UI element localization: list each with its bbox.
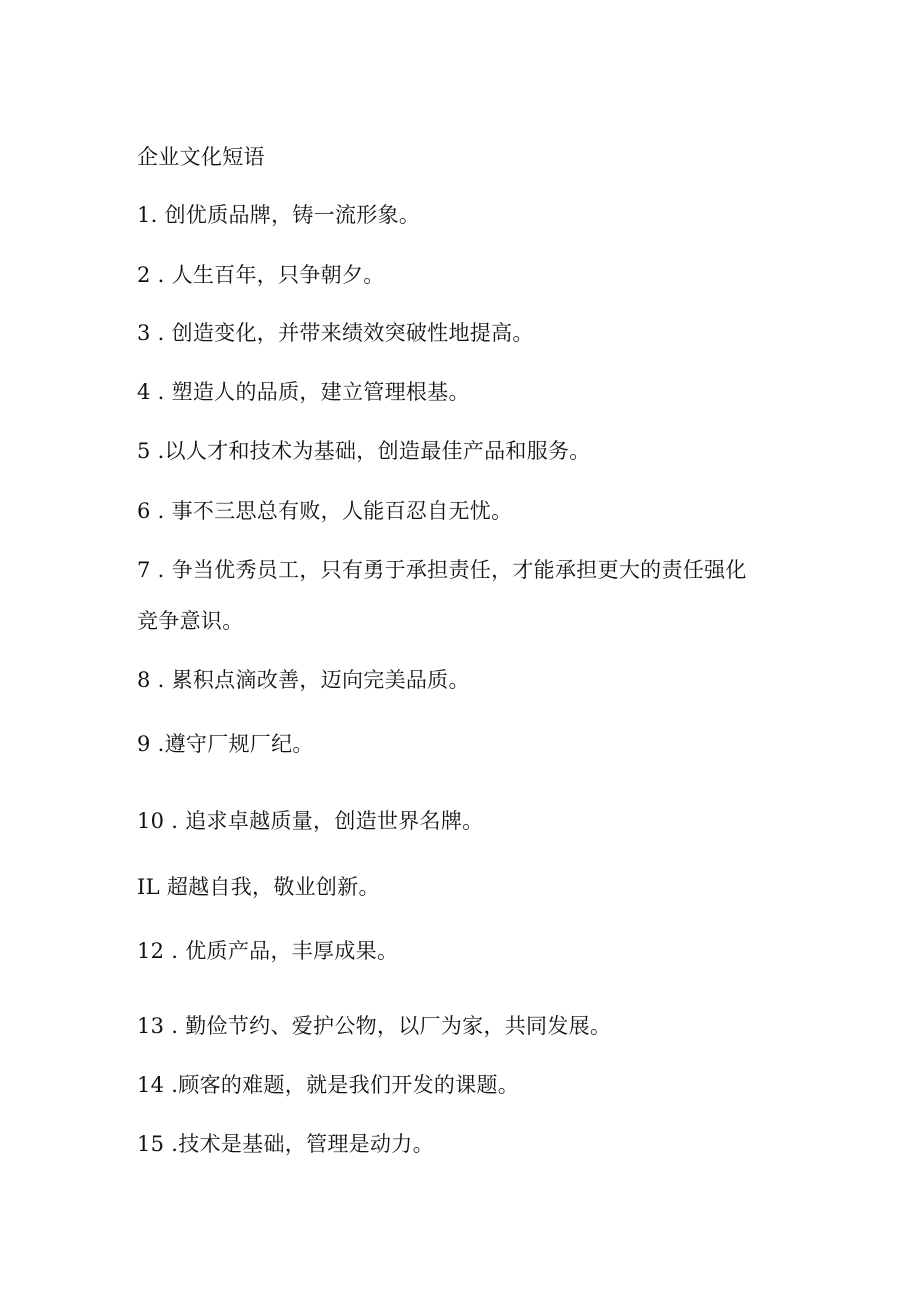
- slogan-10: 10 . 追求卓越质量，创造世界名牌。: [137, 809, 484, 833]
- slogan-2: 2 . 人生百年，只争朝夕。: [137, 263, 385, 287]
- slogan-8: 8 . 累积点滴改善，迈向完美品质。: [137, 668, 470, 692]
- slogan-6: 6 . 事不三思总有败，人能百忍自无忧。: [137, 499, 513, 523]
- slogan-13: 13 . 勤俭节约、爱护公物，以厂为家，共同发展。: [137, 1014, 612, 1038]
- slogan-14: 14 .顾客的难题，就是我们开发的课题。: [137, 1073, 520, 1097]
- document-title: 企业文化短语: [137, 145, 265, 169]
- slogan-3: 3 . 创造变化，并带来绩效突破性地提高。: [137, 321, 534, 345]
- slogan-5: 5 .以人才和技术为基础，创造最佳产品和服务。: [137, 439, 591, 463]
- slogan-7-line-2: 竞争意识。: [137, 609, 244, 633]
- slogan-12: 12 . 优质产品，丰厚成果。: [137, 939, 399, 963]
- slogan-9: 9 .遵守厂规厂纪。: [137, 732, 314, 756]
- slogan-7-line-1: 7 . 争当优秀员工，只有勇于承担责任，才能承担更大的责任强化: [137, 558, 747, 582]
- slogan-11: IL 超越自我，敬业创新。: [137, 875, 380, 899]
- slogan-4: 4 . 塑造人的品质，建立管理根基。: [137, 380, 470, 404]
- slogan-15: 15 .技术是基础，管理是动力。: [137, 1132, 434, 1156]
- slogan-1: 1. 创优质品牌，铸一流形象。: [137, 203, 421, 227]
